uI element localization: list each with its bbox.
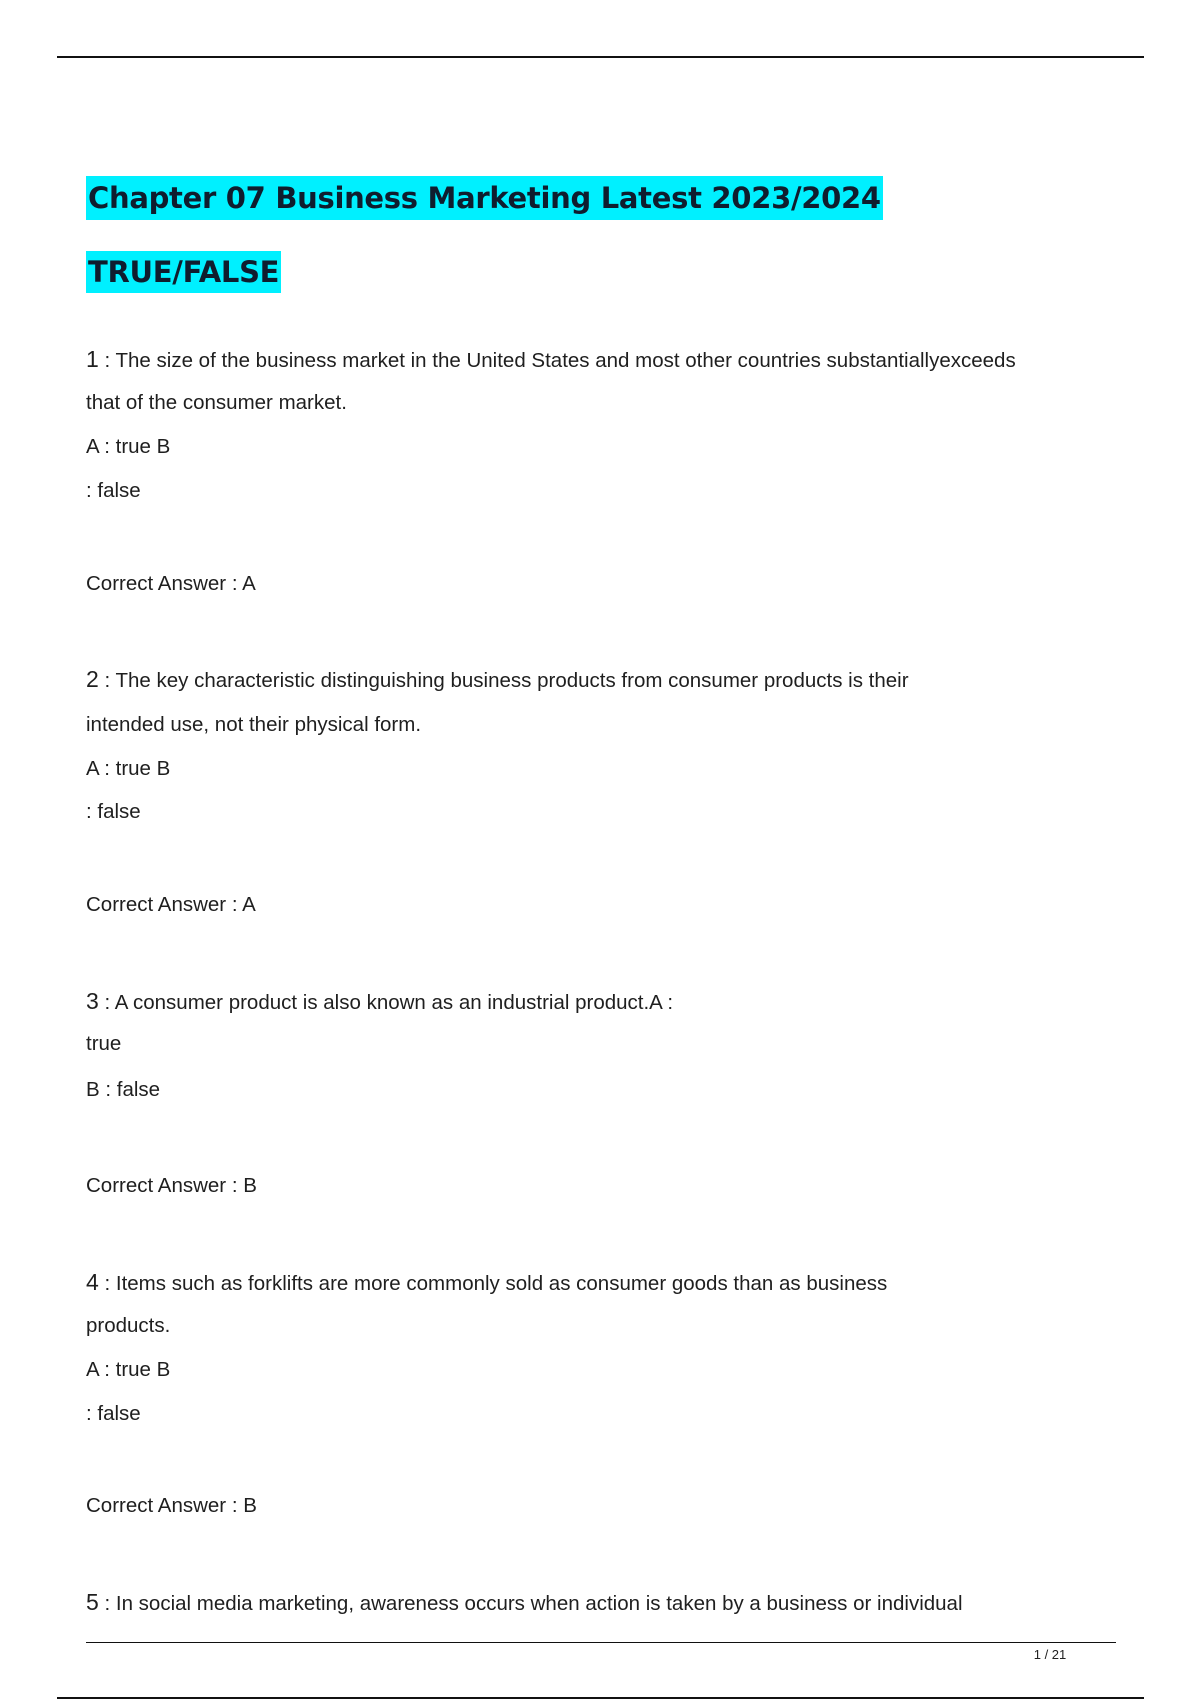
question-2-answer: Correct Answer : A: [86, 893, 256, 916]
question-number: 2: [86, 666, 99, 692]
question-4-answer: Correct Answer : B: [86, 1494, 257, 1517]
question-4-line-2: products.: [86, 1314, 171, 1337]
question-number: 4: [86, 1269, 99, 1295]
question-text: : The size of the business market in the United States and most other countries substantiallyexceeds: [98, 349, 1016, 372]
question-3-options-line-1: B : false: [86, 1078, 161, 1101]
question-2-line-1: [86, 666, 909, 693]
question-2-options-line-2: : false: [86, 800, 141, 823]
question-5-line-1: [86, 1589, 963, 1616]
question-4-options-line-2: : false: [86, 1402, 141, 1425]
question-1-line-2: that of the consumer market.: [86, 391, 347, 414]
footer-rule: [86, 1642, 1116, 1643]
question-1-answer: Correct Answer : A: [86, 572, 256, 595]
question-4-options-line-1: A : true B: [86, 1358, 171, 1381]
question-4-line-1: [86, 1269, 887, 1296]
question-text: : The key characteristic distinguishing business products from consumer products is their: [98, 669, 909, 692]
question-1-options-line-1: A : true B: [86, 435, 171, 458]
question-3-line-1: [86, 988, 673, 1015]
question-number: 5: [86, 1589, 99, 1615]
bottom-rule: [57, 1697, 1144, 1699]
document-title: Chapter 07 Business Marketing Latest 2023/2024: [86, 176, 883, 220]
question-3-line-2: true: [86, 1032, 122, 1055]
question-text: : In social media marketing, awareness occurs when action is taken by a business or individual: [98, 1592, 963, 1615]
question-2-line-2: intended use, not their physical form.: [86, 713, 422, 736]
question-3-answer: Correct Answer : B: [86, 1174, 257, 1197]
question-text: : Items such as forklifts are more commonly sold as consumer goods than as business: [98, 1272, 888, 1295]
section-heading: TRUE/FALSE: [86, 251, 281, 293]
question-1-line-1: [86, 346, 1016, 373]
question-number: 1: [86, 346, 99, 372]
page-number: 1 / 21: [1033, 1647, 1067, 1662]
top-rule: [57, 56, 1144, 58]
question-1-options-line-2: : false: [86, 479, 141, 502]
question-2-options-line-1: A : true B: [86, 757, 171, 780]
question-text: : A consumer product is also known as an industrial product.A :: [98, 991, 674, 1014]
question-number: 3: [86, 988, 99, 1014]
